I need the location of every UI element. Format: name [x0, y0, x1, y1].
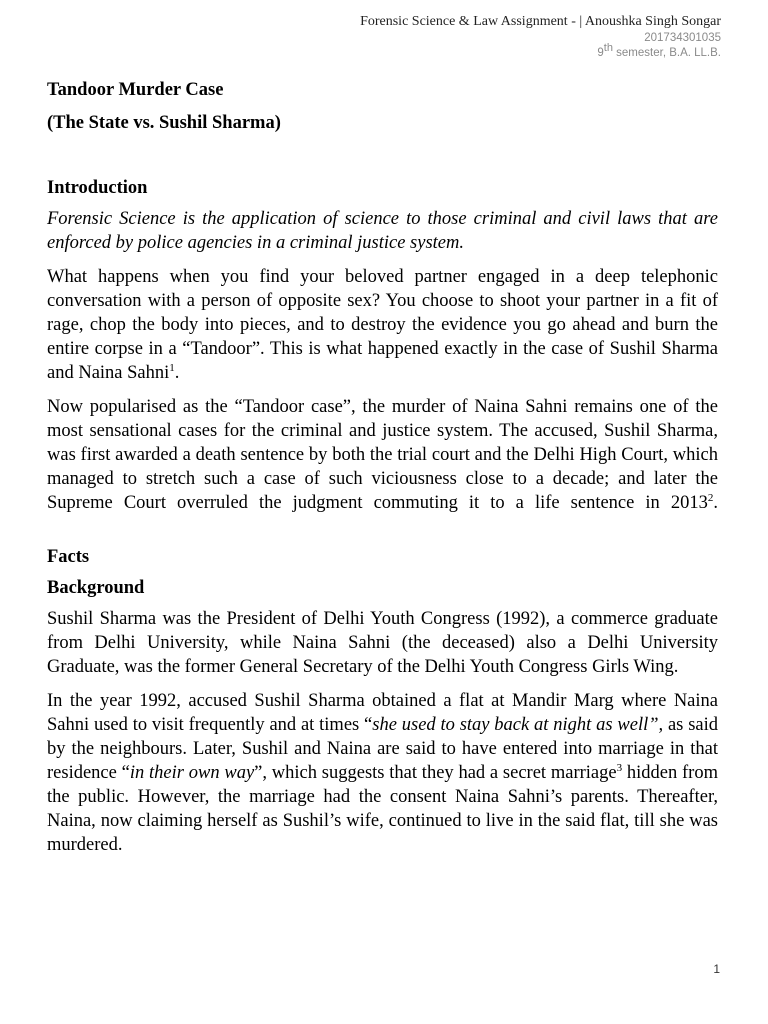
header-roll-number: 201734301035: [644, 32, 721, 44]
header-semester-suffix: th: [603, 42, 613, 55]
document-subtitle: (The State vs. Sushil Sharma): [47, 113, 281, 133]
page-header: [360, 13, 721, 61]
facts-quote-1: she used to stay back at night as well”,: [372, 715, 664, 735]
footnote-ref-3: 3: [616, 761, 623, 774]
intro-paragraph-2: [47, 395, 718, 515]
facts-paragraph-2: [47, 689, 718, 857]
introduction-heading: Introduction: [47, 178, 148, 198]
definition-paragraph: Forensic Science is the application of science to those criminal and civil laws that are enforced by police agencies in a criminal justice system.: [47, 209, 718, 253]
facts-paragraph-2-c: ”, which suggests that they had a secret marriage: [254, 763, 617, 783]
facts-paragraph-2-a: In the year 1992, accused Sushil Sharma obtained a flat at Mandir Marg where Naina Sahni used to visit frequently and at times “: [47, 691, 718, 735]
intro-paragraph-1-end: .: [174, 363, 180, 383]
footnote-ref-2: 2: [707, 491, 714, 504]
intro-paragraph-1: [47, 265, 718, 385]
intro-paragraph-2-end: .: [713, 493, 718, 513]
facts-paragraph-1: Sushil Sharma was the President of Delhi Youth Congress (1992), a commerce graduate from Delhi University, while Naina Sahni (the deceased) also a Delhi University Graduate, was the former General Secretary of the Delhi Youth Congress Girls Wing.: [47, 609, 718, 677]
header-semester-number: 9: [597, 47, 604, 59]
header-semester: [360, 42, 721, 61]
header-assignment-title: Forensic Science & Law Assignment - | Anoushka Singh Songar: [360, 14, 721, 29]
footnote-ref-1: 1: [169, 361, 175, 374]
facts-quote-2: in their own way: [129, 763, 255, 783]
background-subheading: Background: [47, 578, 145, 598]
intro-paragraph-1-text: What happens when you find your beloved partner engaged in a deep telephonic conversation with a person of opposite sex? You choose to shoot your partner in a fit of rage, chop the body into pieces, and to destroy the evidence you go ahead and burn the entire corpse in a “Tandoor”. This is what happened exactly in the case of Sushil Sharma and Naina Sahni: [47, 267, 718, 383]
intro-paragraph-2-text: Now popularised as the “Tandoor case”, the murder of Naina Sahni remains one of the most sensational cases for the criminal and justice system. The accused, Sushil Sharma, was first awarded a death sentence by both the trial court and the Delhi High Court, which managed to stretch such a case of such viciousness close to a decade; and later the Supreme Court overruled the judgment commuting it to a life sentence in 2013: [47, 397, 718, 513]
facts-paragraph-2-d: hidden from the public. However, the marriage had the consent Naina Sahni’s parents. Thereafter, Naina, now claiming herself as Sushil’s wife, continued to live in the said flat, till she was murdered.: [47, 763, 718, 855]
document-title: Tandoor Murder Case: [47, 80, 224, 100]
facts-heading: Facts: [47, 547, 90, 567]
facts-paragraph-2-b: as said by the neighbours. Later, Sushil and Naina are said to have entered into marriage in that residence “: [47, 715, 718, 783]
page-number: 1: [713, 962, 720, 976]
header-semester-text: semester, B.A. LL.B.: [612, 47, 721, 59]
document-body: [47, 78, 718, 867]
